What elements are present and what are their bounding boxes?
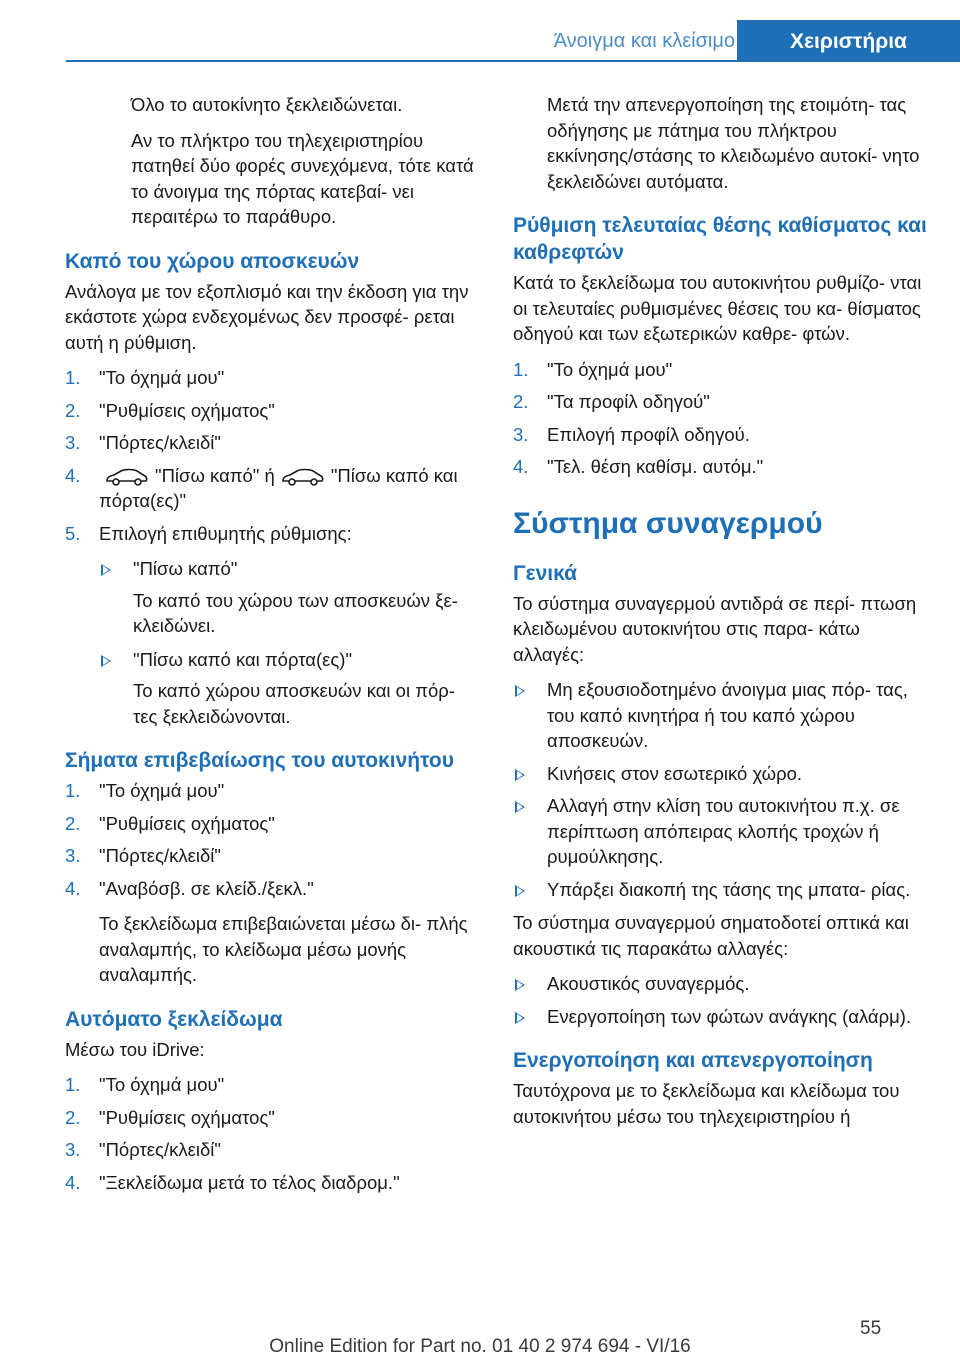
bullet-list-signals [513, 971, 927, 1029]
car-rear-icon [105, 468, 149, 486]
section-text-seat-memory: Κατά το ξεκλείδωμα του αυτοκινήτου ρυθμίζο- νται οι τελευταίες ρυθμισμένες θέσεις του κα- θίσματος οδηγού και των εξωτερικών καθρε- φτών. [513, 272, 922, 344]
list-item [513, 971, 927, 997]
section-title-trunk: Καπό του χώρου αποσκευών [65, 249, 360, 273]
steps-list-confirm [65, 778, 479, 901]
step-number: 2. [65, 399, 81, 421]
step-number: 3. [65, 1139, 81, 1160]
triangle-bullet-icon [101, 655, 111, 667]
steps-list-seat-memory [513, 357, 927, 480]
section-title-seat-memory: Ρύθμιση τελευταίας θέσης καθίσματος και καθρεφτών [513, 214, 927, 264]
step-number: 3. [65, 432, 81, 453]
list-item [65, 1072, 479, 1098]
triangle-bullet-icon [515, 979, 525, 991]
option-label: "Πίσω καπό και πόρτα(ες)" [133, 648, 353, 670]
step-text: "Το όχημά μου" [99, 1074, 225, 1095]
list-item [513, 357, 927, 383]
chapter-title-alarm: Σύστημα συναγερμού [513, 506, 823, 540]
list-item [513, 454, 927, 480]
section-text-trunk: Ανάλογα με τον εξοπλισμό και την έκδοση για την εκάστοτε χώρα ενδεχομένως δεν προσφέ- ρεται αυτή η ρύθμιση. [65, 280, 469, 353]
footer-edition: Online Edition for Part no. 01 40 2 974 694 - VI/16 [269, 1336, 691, 1357]
step-text: "Τελ. θέση καθίσμ. αυτόμ." [547, 456, 764, 477]
options-list-trunk [65, 556, 479, 729]
page-number: 55 [860, 1318, 882, 1339]
steps-list-auto-unlock [65, 1072, 479, 1195]
list-item [513, 1004, 927, 1030]
step-text: Επιλογή προφίλ οδηγού. [547, 423, 750, 445]
step-number: 4. [65, 877, 81, 899]
step-number: 1. [65, 367, 81, 388]
bullet-text: Μη εξουσιοδοτημένο άνοιγμα μιας πόρ- τας, του καπό κινητήρα ή του καπό χώρου αποσκευών. [547, 679, 908, 751]
triangle-bullet-icon [515, 1012, 525, 1024]
step-number: 3. [65, 845, 81, 866]
list-item [65, 1105, 479, 1131]
list-item [65, 463, 479, 514]
car-rear-icon [281, 468, 325, 486]
list-item [99, 556, 479, 639]
list-item [65, 811, 479, 837]
step-number: 5. [65, 522, 81, 544]
list-item [65, 430, 479, 456]
option-desc: Το καπό χώρου αποσκευών και οι πόρ- τες ξεκλειδώνονται. [133, 680, 455, 727]
header-rule [66, 60, 960, 62]
step-text: "Το όχημά μου" [99, 780, 225, 801]
option-label: "Πίσω καπό" [133, 558, 238, 579]
list-item [513, 793, 927, 870]
step-text: "Πίσω καπό" ή [155, 464, 275, 486]
step-text: Επιλογή επιθυμητής ρύθμισης: [99, 522, 352, 544]
section-text-signals: Το σύστημα συναγερμού σηματοδοτεί οπτικά και ακουστικά τις παρακάτω αλλαγές: [513, 912, 909, 959]
step-number: 4. [513, 456, 529, 477]
step-number: 1. [65, 780, 81, 801]
list-item [65, 876, 479, 902]
list-item [65, 843, 479, 869]
step-text: "Πόρτες/κλειδί" [99, 845, 221, 866]
bullet-list-triggers [513, 677, 927, 902]
triangle-bullet-icon [515, 801, 525, 813]
step-text: "Ρυθμίσεις οχήματος" [99, 1106, 275, 1128]
step-number: 2. [513, 391, 529, 412]
step-number: 1. [65, 1074, 81, 1095]
header-chapter-tab: Χειριστήρια [737, 20, 960, 62]
right-column [513, 92, 927, 1139]
section-text-general: Το σύστημα συναγερμού αντιδρά σε περί- πτωση κλειδωμένου αυτοκινήτου στις παρα- κάτω αλλαγές: [513, 592, 917, 665]
triangle-bullet-icon [515, 685, 525, 697]
section-title-general: Γενικά [513, 561, 578, 585]
list-item [65, 778, 479, 804]
step-number: 1. [513, 358, 529, 380]
list-item [513, 422, 927, 448]
list-item [513, 389, 927, 415]
step-text: "Τα προφίλ οδηγού" [547, 391, 710, 412]
bullet-text: Υπάρξει διακοπή της τάσης της μπατα- ρίας. [547, 878, 911, 900]
step-text: "Πόρτες/κλειδί" [99, 432, 221, 453]
step-text: "Το όχημά μου" [547, 358, 673, 380]
triangle-bullet-icon [515, 885, 525, 897]
intro-text-right: Μετά την απενεργοποίηση της ετοιμότη- τας οδήγησης με πάτημα του πλήκτρου εκκίνησης/στάσης το κλειδωμένο αυτοκί- νητο ξεκλειδώνει αυτόματα. [547, 94, 920, 192]
step-number: 4. [65, 464, 81, 486]
triangle-bullet-icon [101, 564, 111, 576]
header-section-title: Άνοιγμα και κλείσιμο [553, 30, 735, 52]
step-text: "Αναβόσβ. σε κλείδ./ξεκλ." [99, 877, 314, 899]
bullet-text: Ενεργοποίηση των φώτων ανάγκης (αλάρμ). [547, 1005, 912, 1027]
bullet-text: Αλλαγή στην κλίση του αυτοκινήτου π.χ. σε περίπτωση απόπειρας κλοπής τροχών ή ρυμούλκησης. [547, 795, 900, 867]
bullet-text: Ακουστικός συναγερμός. [547, 973, 750, 994]
bullet-text: Κινήσεις στον εσωτερικό χώρο. [547, 762, 803, 784]
intro-text-2: Αν το πλήκτρο του τηλεχειριστηρίου πατηθεί δύο φορές συνεχόμενα, τότε κατά το άνοιγμα της πόρτας κατεβαί- νει περαιτέρω το παράθυρο. [131, 129, 474, 227]
section-text-auto-unlock: Μέσω του iDrive: [65, 1038, 205, 1060]
list-item [513, 877, 927, 903]
section-text-activation: Ταυτόχρονα με το ξεκλείδωμα και κλείδωμα του αυτοκινήτου μέσω του τηλεχειριστηρίου ή [513, 1080, 900, 1127]
option-desc: Το καπό του χώρου των αποσκευών ξε- κλειδώνει. [133, 589, 458, 636]
section-text-confirm: Το ξεκλείδωμα επιβεβαιώνεται μέσω δι- πλής αναλαμπής, το κλείδωμα μέσω μονής αναλαμπής. [99, 913, 468, 985]
step-text: "Ρυθμίσεις οχήματος" [99, 812, 275, 834]
list-item [65, 1170, 479, 1196]
section-title-auto-unlock: Αυτόματο ξεκλείδωμα [65, 1007, 283, 1031]
step-text: "Ρυθμίσεις οχήματος" [99, 399, 275, 421]
list-item [99, 647, 479, 730]
step-number: 2. [65, 812, 81, 834]
list-item [65, 1137, 479, 1163]
step-number: 4. [65, 1171, 81, 1193]
section-title-confirm: Σήματα επιβεβαίωσης του αυτοκινήτου [65, 749, 454, 772]
list-item [65, 521, 479, 547]
list-item [513, 677, 927, 754]
step-number: 2. [65, 1106, 81, 1128]
page-header [0, 0, 960, 62]
step-text: "Πόρτες/κλειδί" [99, 1139, 221, 1160]
triangle-bullet-icon [515, 769, 525, 781]
step-text: "Το όχημά μου" [99, 367, 225, 388]
left-column [65, 92, 479, 1205]
section-title-activation: Ενεργοποίηση και απενεργοποίηση [513, 1049, 873, 1072]
step-text: "Πίσω καπό και πόρτα(ες)" [99, 464, 458, 511]
list-item [65, 365, 479, 391]
steps-list-trunk [65, 365, 479, 546]
list-item [513, 761, 927, 787]
intro-text-1: Όλο το αυτοκίνητο ξεκλειδώνεται. [131, 94, 403, 115]
step-number: 3. [513, 423, 529, 445]
list-item [65, 398, 479, 424]
step-text: "Ξεκλείδωμα μετά το τέλος διαδρομ." [99, 1171, 400, 1193]
